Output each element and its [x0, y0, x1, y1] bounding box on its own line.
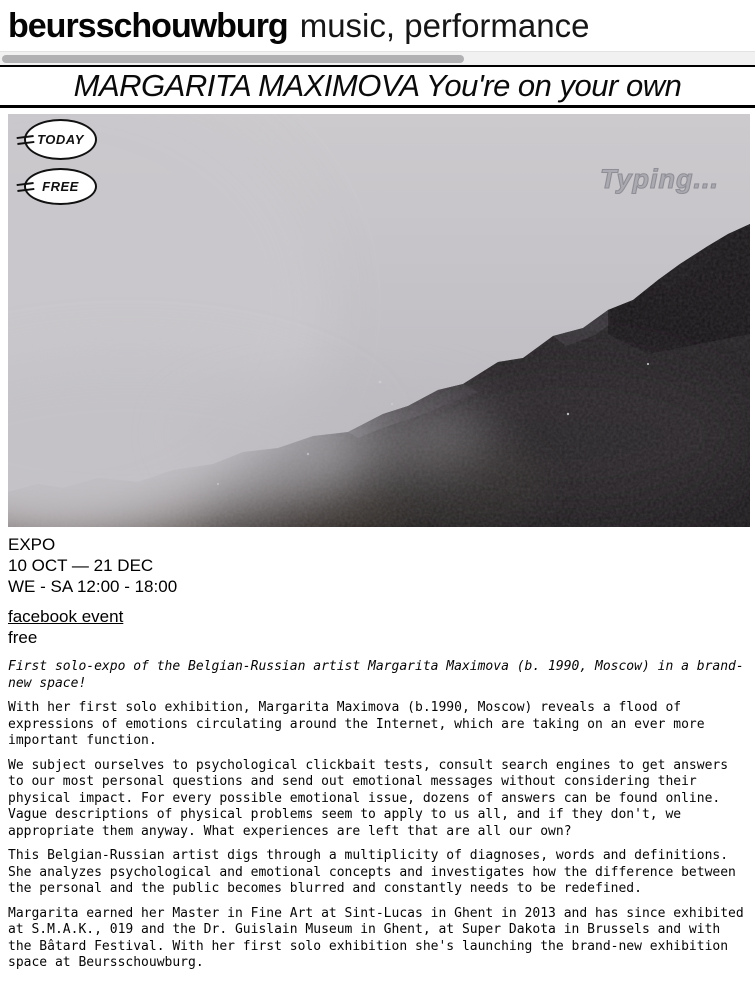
event-type: EXPO [8, 535, 56, 554]
body-paragraph: Margarita earned her Master in Fine Art at Sint-Lucas in Ghent in 2013 and has since exhibited at S.M.A.K., 019 and the Dr. Guislain Museum in Ghent, at Super Dakota in Brussels and with the Bâtard Festival. With her first solo exhibition she's launching the brand-new exhibition space at Beursschouwburg. [8, 905, 744, 970]
equals-icon [17, 134, 35, 144]
event-info [8, 534, 747, 597]
event-links [8, 606, 747, 648]
horizontal-scrollbar[interactable] [0, 51, 755, 65]
typing-overlay-text: Typing... [600, 164, 719, 194]
event-hours: WE - SA 12:00 - 18:00 [8, 577, 178, 596]
event-dates: 10 OCT — 21 DEC [8, 556, 154, 575]
hero-photo-container [8, 114, 750, 527]
equals-icon [17, 181, 35, 191]
body-paragraph: This Belgian-Russian artist digs through a multiplicity of diagnoses, words and definitions. She analyzes psychological and emotional concepts and investigates how the difference between the personal and the public becomes blurred and constantly needs to be redefined. [8, 848, 736, 896]
body-paragraph: With her first solo exhibition, Margarita Maximova (b.1990, Moscow) reveals a flood of expressions of emotions circulating around the Internet, which are taking on an ever more important function. [8, 700, 705, 748]
facebook-event-link[interactable]: facebook event [8, 607, 124, 626]
header-nav-categories[interactable]: music, performance [299, 7, 590, 44]
site-logo[interactable]: beursschouwburg [8, 7, 288, 45]
event-description [8, 659, 748, 972]
free-button[interactable] [24, 168, 97, 205]
body-paragraph: We subject ourselves to psychological clickbait tests, consult search engines to get answers to our most personal questions and send out emotional messages without considering their physical impact. For every possible emotional issue, dozens of answers can be found online. Vague descriptions of physical problems seem to apply to us all, and if they don't, we appropriate them anyway. What experiences are left that are all our own? [8, 757, 729, 839]
intro-paragraph: First solo-expo of the Belgian-Russian artist Margarita Maximova (b. 1990, Moscow) in a brand-new space! [8, 659, 744, 691]
page-title: MARGARITA MAXIMOVA You're on your own [73, 68, 682, 103]
event-title-banner [0, 65, 755, 108]
site-header [0, 0, 755, 51]
event-price: free [8, 628, 38, 647]
free-button-label: FREE [42, 179, 79, 194]
hero-filter-buttons [24, 119, 97, 213]
scrollbar-thumb[interactable] [2, 55, 464, 63]
today-button-label: TODAY [37, 132, 84, 147]
today-button[interactable] [24, 119, 97, 160]
